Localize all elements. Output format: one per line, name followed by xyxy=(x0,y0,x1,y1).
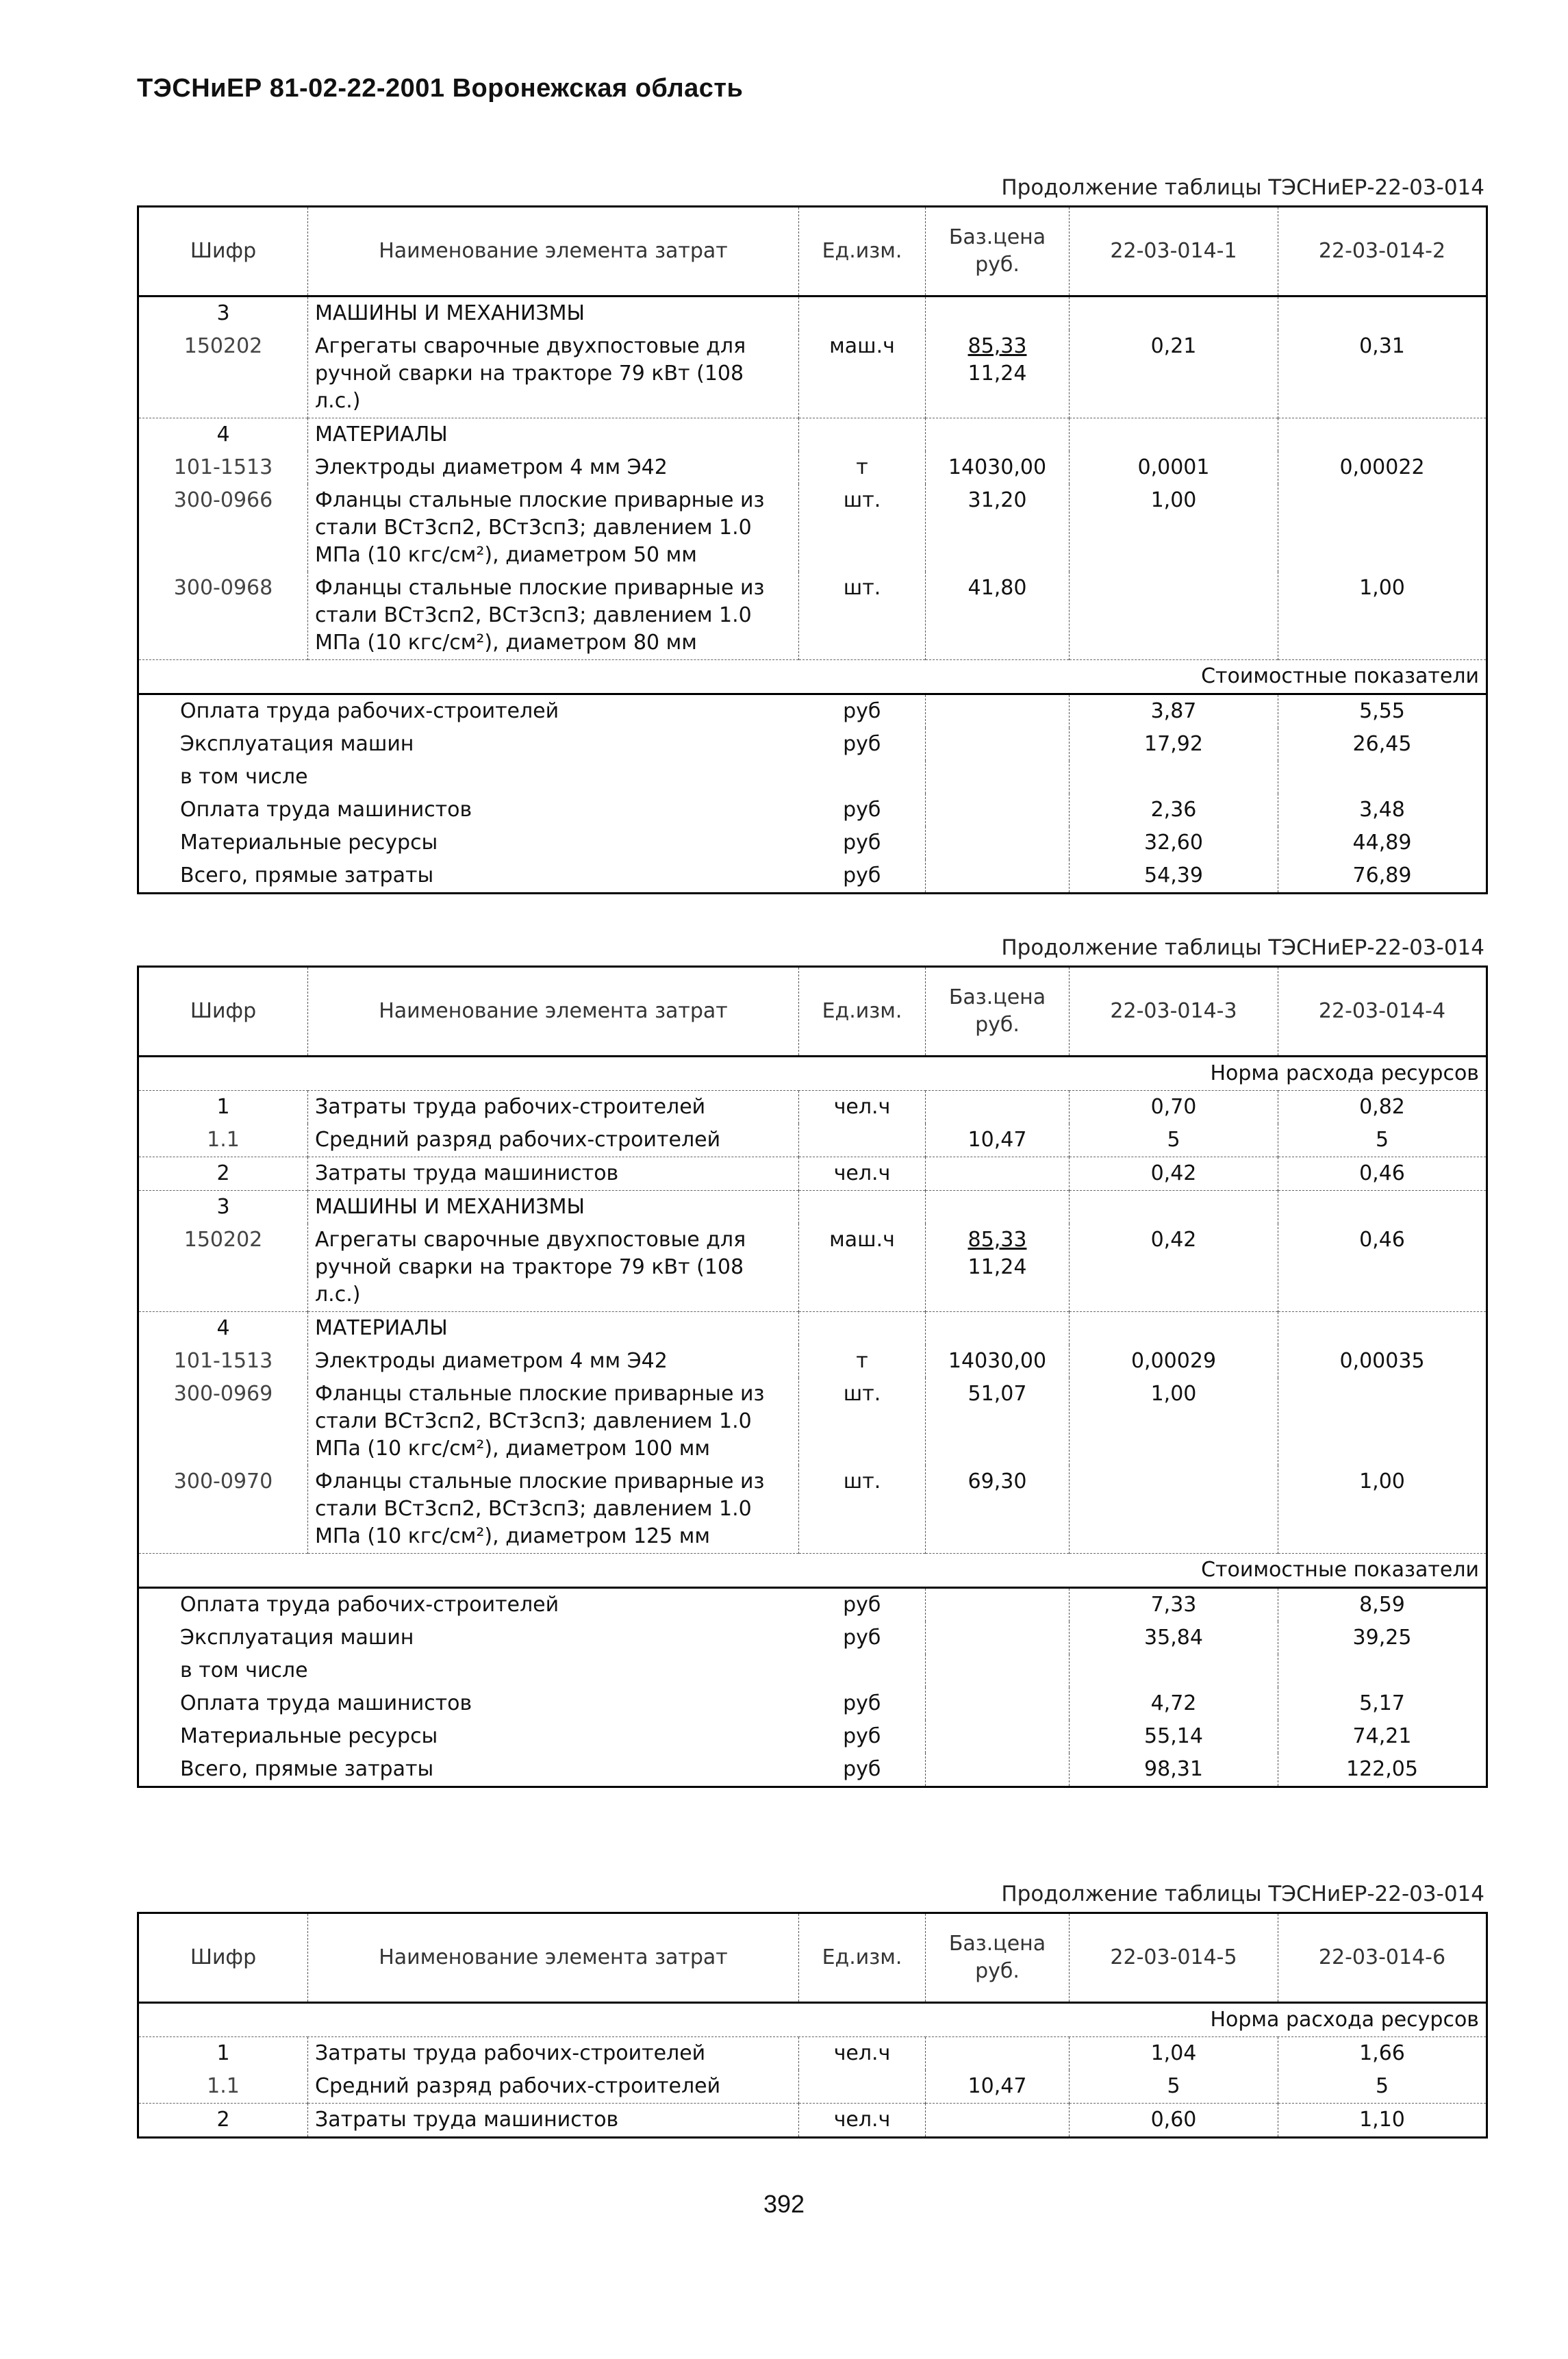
row-unit: чел.ч xyxy=(799,1157,926,1191)
summary-label: Оплата труда рабочих-строителей xyxy=(138,1588,799,1622)
row-unit xyxy=(799,1191,926,1224)
row-unit: чел.ч xyxy=(799,2104,926,2138)
category-row xyxy=(138,2003,1487,2037)
row-name: Фланцы стальные плоские приварные из стали ВСт3сп2, ВСт3сп3; давлением 1.0 МПа (10 кгс/см²), диаметром 100 мм xyxy=(308,1378,799,1465)
summary-value-1: 35,84 xyxy=(1070,1622,1278,1654)
column-header-code: Шифр xyxy=(138,1913,308,2003)
table-row xyxy=(138,451,1487,484)
row-price xyxy=(926,484,1070,572)
row-price xyxy=(926,2037,1070,2071)
row-name: Затраты труда машинистов xyxy=(308,2104,799,2138)
category-cell xyxy=(138,1057,1487,1091)
row-value-2 xyxy=(1278,484,1487,572)
summary-value-2: 44,89 xyxy=(1278,827,1487,859)
row-price-value: 85,33 xyxy=(968,1228,1027,1252)
column-header-unit: Ед.изм. xyxy=(799,967,926,1057)
row-value-1: 1,00 xyxy=(1070,484,1278,572)
table-row xyxy=(138,297,1487,331)
row-code: 150202 xyxy=(184,1228,263,1252)
summary-value-2: 8,59 xyxy=(1278,1588,1487,1622)
category-cell xyxy=(138,2003,1487,2037)
summary-unit: руб xyxy=(843,798,881,822)
row-unit: чел.ч xyxy=(799,2037,926,2071)
row-unit: шт. xyxy=(799,572,926,660)
row-price-value: 51,07 xyxy=(968,1382,1027,1406)
row-value-1 xyxy=(1070,1191,1278,1224)
column-header-price-line1: Баз.цена xyxy=(948,1932,1046,1956)
resource-table xyxy=(137,205,1488,894)
row-price-value: 10,47 xyxy=(968,2074,1027,2098)
row-unit: т xyxy=(799,451,926,484)
row-name: Фланцы стальные плоские приварные из стали ВСт3сп2, ВСт3сп3; давлением 1.0 МПа (10 кгс/см²), диаметром 80 мм xyxy=(308,572,799,660)
row-name: Средний разряд рабочих-строителей xyxy=(308,2070,799,2104)
row-name: Электроды диаметром 4 мм Э42 xyxy=(308,1345,799,1378)
row-code: 1.1 xyxy=(207,1128,240,1152)
row-code: 1 xyxy=(216,1095,230,1119)
row-name: МАШИНЫ И МЕХАНИЗМЫ xyxy=(308,297,799,331)
summary-label: Эксплуатация машин xyxy=(180,732,414,756)
summary-row xyxy=(138,794,1487,827)
category-row xyxy=(138,1554,1487,1588)
summary-value-1: 54,39 xyxy=(1070,859,1278,894)
row-value-2 xyxy=(1278,1312,1487,1346)
summary-value-2: 3,48 xyxy=(1278,794,1487,827)
row-value-2: 0,00022 xyxy=(1278,451,1487,484)
table-row xyxy=(138,1224,1487,1312)
cost-indicators-label: Стоимостные показатели xyxy=(1201,664,1479,688)
summary-unit: руб xyxy=(843,1724,881,1748)
row-value-2: 5 xyxy=(1278,1124,1487,1157)
row-price xyxy=(926,1345,1070,1378)
row-unit: маш.ч xyxy=(799,1224,926,1312)
table-row xyxy=(138,1465,1487,1554)
summary-value-1: 4,72 xyxy=(1070,1687,1278,1720)
table-row xyxy=(138,2037,1487,2071)
row-unit: чел.ч xyxy=(799,1091,926,1124)
row-value-1: 0,00029 xyxy=(1070,1345,1278,1378)
row-unit xyxy=(799,418,926,452)
row-value-2: 1,10 xyxy=(1278,2104,1487,2138)
summary-value-1 xyxy=(1070,1654,1278,1687)
row-code: 2 xyxy=(138,2104,308,2138)
column-header-norm-2: 22-03-014-4 xyxy=(1278,967,1487,1057)
row-price xyxy=(926,1378,1070,1465)
summary-unit: руб xyxy=(843,1757,881,1781)
table-row xyxy=(138,418,1487,452)
summary-value-2: 122,05 xyxy=(1278,1753,1487,1787)
summary-row xyxy=(138,859,1487,894)
row-value-1: 0,70 xyxy=(1070,1091,1278,1124)
row-unit xyxy=(799,1312,926,1346)
row-name: МАШИНЫ И МЕХАНИЗМЫ xyxy=(308,1191,799,1224)
row-name: Средний разряд рабочих-строителей xyxy=(308,1124,799,1157)
column-header-price-line1: Баз.цена xyxy=(948,985,1046,1009)
table-row xyxy=(138,1124,1487,1157)
summary-label: Оплата труда рабочих-строителей xyxy=(138,694,799,729)
summary-value-2: 5,17 xyxy=(1278,1687,1487,1720)
column-header-price-line2: руб. xyxy=(975,1013,1020,1037)
summary-value-2: 74,21 xyxy=(1278,1720,1487,1753)
row-value-2: 1,66 xyxy=(1278,2037,1487,2071)
summary-label: Оплата труда машинистов xyxy=(180,798,472,822)
row-unit xyxy=(799,2070,926,2104)
resource-norm-label: Норма расхода ресурсов xyxy=(1210,2008,1479,2032)
table-row xyxy=(138,2070,1487,2104)
row-value-2: 1,00 xyxy=(1278,1465,1487,1554)
summary-row xyxy=(138,1654,1487,1687)
column-header-unit: Ед.изм. xyxy=(799,1913,926,2003)
summary-empty xyxy=(926,728,1070,761)
row-value-1: 0,60 xyxy=(1070,2104,1278,2138)
row-value-2: 5 xyxy=(1278,2070,1487,2104)
table-continuation-caption: Продолжение таблицы ТЭСНиЕР-22-03-014 xyxy=(1001,1882,1484,1906)
summary-row xyxy=(138,694,1487,729)
table-row xyxy=(138,1157,1487,1191)
category-row xyxy=(138,1057,1487,1091)
table-row xyxy=(138,484,1487,572)
resource-table-block-2 xyxy=(137,930,1486,1788)
summary-unit: руб xyxy=(843,831,881,855)
column-header-price-line2: руб. xyxy=(975,253,1020,277)
resource-table xyxy=(137,966,1488,1788)
column-header-unit: Ед.изм. xyxy=(799,207,926,297)
row-price-secondary: 11,24 xyxy=(968,362,1027,386)
header-row xyxy=(138,1913,1487,2003)
row-code: 300-0970 xyxy=(173,1469,273,1493)
row-code: 150202 xyxy=(184,334,263,358)
summary-unit xyxy=(799,1654,926,1687)
row-name: МАТЕРИАЛЫ xyxy=(308,1312,799,1346)
row-value-1: 1,04 xyxy=(1070,2037,1278,2071)
row-value-2: 0,46 xyxy=(1278,1224,1487,1312)
column-header-code: Шифр xyxy=(138,207,308,297)
summary-value-2 xyxy=(1278,761,1487,794)
summary-value-2: 76,89 xyxy=(1278,859,1487,894)
row-price-value: 41,80 xyxy=(968,576,1027,600)
summary-label: в том числе xyxy=(180,765,308,789)
row-unit xyxy=(799,297,926,331)
table-row xyxy=(138,1091,1487,1124)
summary-row xyxy=(138,827,1487,859)
summary-unit: руб xyxy=(799,694,926,729)
row-price xyxy=(926,572,1070,660)
row-name: Фланцы стальные плоские приварные из стали ВСт3сп2, ВСт3сп3; давлением 1.0 МПа (10 кгс/см²), диаметром 50 мм xyxy=(308,484,799,572)
summary-value-1 xyxy=(1070,761,1278,794)
row-name: Фланцы стальные плоские приварные из стали ВСт3сп2, ВСт3сп3; давлением 1.0 МПа (10 кгс/см²), диаметром 125 мм xyxy=(308,1465,799,1554)
row-unit: шт. xyxy=(799,484,926,572)
summary-unit: руб xyxy=(843,732,881,756)
row-code: 101-1513 xyxy=(173,1349,273,1373)
summary-value-2: 39,25 xyxy=(1278,1622,1487,1654)
resource-table-block-1 xyxy=(137,170,1486,894)
column-header-code: Шифр xyxy=(138,967,308,1057)
summary-unit: руб xyxy=(843,863,881,887)
row-price-value: 85,33 xyxy=(968,334,1027,358)
row-code: 300-0966 xyxy=(173,488,273,512)
resource-table xyxy=(137,1912,1488,2139)
summary-empty xyxy=(926,1687,1070,1720)
table-row xyxy=(138,2104,1487,2138)
summary-empty xyxy=(926,794,1070,827)
table-row xyxy=(138,572,1487,660)
summary-label: Всего, прямые затраты xyxy=(180,863,434,887)
row-code: 2 xyxy=(138,1157,308,1191)
summary-label: Материальные ресурсы xyxy=(180,1724,438,1748)
summary-label: в том числе xyxy=(180,1658,308,1682)
column-header-norm-2: 22-03-014-2 xyxy=(1278,207,1487,297)
summary-value-2 xyxy=(1278,1654,1487,1687)
column-header-name: Наименование элемента затрат xyxy=(308,1913,799,2003)
row-price xyxy=(926,1191,1070,1224)
row-name: Затраты труда рабочих-строителей xyxy=(308,2037,799,2071)
document-header: ТЭСНиЕР 81-02-22-2001 Воронежская область xyxy=(137,74,744,103)
summary-value-1: 17,92 xyxy=(1070,728,1278,761)
summary-unit: руб xyxy=(843,1691,881,1715)
row-value-2 xyxy=(1278,1191,1487,1224)
summary-label: Оплата труда машинистов xyxy=(180,1691,472,1715)
row-value-1: 0,42 xyxy=(1070,1224,1278,1312)
header-row xyxy=(138,967,1487,1057)
row-price-value: 14030,00 xyxy=(948,1349,1047,1373)
row-value-1: 1,00 xyxy=(1070,1378,1278,1465)
summary-empty xyxy=(926,1720,1070,1753)
row-value-1 xyxy=(1070,1465,1278,1554)
row-price xyxy=(926,1224,1070,1312)
row-code: 1 xyxy=(216,2041,230,2065)
summary-row xyxy=(138,761,1487,794)
row-price xyxy=(926,1091,1070,1124)
row-code: 300-0969 xyxy=(173,1382,273,1406)
column-header-price xyxy=(926,967,1070,1057)
summary-row xyxy=(138,1720,1487,1753)
row-value-1: 0,0001 xyxy=(1070,451,1278,484)
summary-value-1: 2,36 xyxy=(1070,794,1278,827)
row-price-value: 14030,00 xyxy=(948,455,1047,479)
summary-empty xyxy=(926,761,1070,794)
summary-value-2: 5,55 xyxy=(1278,694,1487,729)
row-value-1: 0,42 xyxy=(1070,1157,1278,1191)
header-row xyxy=(138,207,1487,297)
summary-row xyxy=(138,1687,1487,1720)
row-name: Агрегаты сварочные двухпостовые для ручной сварки на тракторе 79 кВт (108 л.с.) xyxy=(308,330,799,418)
row-value-1 xyxy=(1070,572,1278,660)
summary-unit xyxy=(799,761,926,794)
category-cell xyxy=(138,1554,1487,1588)
row-unit: т xyxy=(799,1345,926,1378)
table-row xyxy=(138,330,1487,418)
summary-unit: руб xyxy=(843,1626,881,1650)
table-row xyxy=(138,1345,1487,1378)
row-name: МАТЕРИАЛЫ xyxy=(308,418,799,452)
summary-empty xyxy=(926,1654,1070,1687)
row-code: 101-1513 xyxy=(173,455,273,479)
row-name: Затраты труда машинистов xyxy=(308,1157,799,1191)
page-number: 392 xyxy=(763,2190,805,2218)
summary-row xyxy=(138,1753,1487,1787)
table-continuation-caption: Продолжение таблицы ТЭСНиЕР-22-03-014 xyxy=(1001,935,1484,960)
row-value-2 xyxy=(1278,1378,1487,1465)
summary-empty xyxy=(926,859,1070,894)
row-unit: шт. xyxy=(799,1378,926,1465)
row-value-1 xyxy=(1070,1312,1278,1346)
summary-label: Материальные ресурсы xyxy=(180,831,438,855)
summary-empty xyxy=(926,1753,1070,1787)
row-value-2: 0,82 xyxy=(1278,1091,1487,1124)
row-name: Затраты труда рабочих-строителей xyxy=(308,1091,799,1124)
row-value-1: 5 xyxy=(1070,1124,1278,1157)
row-value-2 xyxy=(1278,418,1487,452)
row-value-1: 0,21 xyxy=(1070,330,1278,418)
row-value-1 xyxy=(1070,297,1278,331)
category-cell xyxy=(138,660,1487,694)
row-price xyxy=(926,1157,1070,1191)
resource-norm-label: Норма расхода ресурсов xyxy=(1210,1061,1479,1085)
table-continuation-caption: Продолжение таблицы ТЭСНиЕР-22-03-014 xyxy=(1001,175,1484,200)
row-code: 1.1 xyxy=(207,2074,240,2098)
summary-row xyxy=(138,1588,1487,1622)
column-header-name: Наименование элемента затрат xyxy=(308,207,799,297)
row-price-value: 10,47 xyxy=(968,1128,1027,1152)
row-unit xyxy=(799,1124,926,1157)
summary-empty xyxy=(926,1588,1070,1622)
column-header-name: Наименование элемента затрат xyxy=(308,967,799,1057)
table-row xyxy=(138,1312,1487,1346)
column-header-norm-1: 22-03-014-3 xyxy=(1070,967,1278,1057)
category-row xyxy=(138,660,1487,694)
row-code: 4 xyxy=(138,1312,308,1346)
summary-empty xyxy=(926,827,1070,859)
resource-table-block-3 xyxy=(137,1876,1486,2139)
table-row xyxy=(138,1191,1487,1224)
summary-label: Эксплуатация машин xyxy=(180,1626,414,1650)
row-price xyxy=(926,1312,1070,1346)
row-price xyxy=(926,451,1070,484)
row-price-value: 69,30 xyxy=(968,1469,1027,1493)
summary-value-1: 7,33 xyxy=(1070,1588,1278,1622)
row-value-1: 5 xyxy=(1070,2070,1278,2104)
row-price xyxy=(926,2070,1070,2104)
row-price xyxy=(926,1465,1070,1554)
summary-label: Всего, прямые затраты xyxy=(180,1757,434,1781)
summary-row xyxy=(138,1622,1487,1654)
row-name: Электроды диаметром 4 мм Э42 xyxy=(308,451,799,484)
row-price xyxy=(926,2104,1070,2138)
row-value-2: 0,31 xyxy=(1278,330,1487,418)
row-price xyxy=(926,330,1070,418)
column-header-price xyxy=(926,207,1070,297)
summary-value-2: 26,45 xyxy=(1278,728,1487,761)
summary-empty xyxy=(926,694,1070,729)
row-unit: маш.ч xyxy=(799,330,926,418)
row-price xyxy=(926,1124,1070,1157)
row-value-2: 1,00 xyxy=(1278,572,1487,660)
summary-value-1: 32,60 xyxy=(1070,827,1278,859)
summary-unit: руб xyxy=(799,1588,926,1622)
row-price-value: 31,20 xyxy=(968,488,1027,512)
column-header-norm-1: 22-03-014-5 xyxy=(1070,1913,1278,2003)
row-price-secondary: 11,24 xyxy=(968,1255,1027,1279)
column-header-price-line2: руб. xyxy=(975,1959,1020,1983)
row-name: Агрегаты сварочные двухпостовые для ручной сварки на тракторе 79 кВт (108 л.с.) xyxy=(308,1224,799,1312)
row-code: 300-0968 xyxy=(173,576,273,600)
row-code: 3 xyxy=(216,301,230,325)
column-header-norm-1: 22-03-014-1 xyxy=(1070,207,1278,297)
row-value-2: 0,46 xyxy=(1278,1157,1487,1191)
row-unit: шт. xyxy=(799,1465,926,1554)
summary-value-1: 3,87 xyxy=(1070,694,1278,729)
table-row xyxy=(138,1378,1487,1465)
column-header-price-line1: Баз.цена xyxy=(948,225,1046,249)
summary-value-1: 98,31 xyxy=(1070,1753,1278,1787)
row-code: 4 xyxy=(138,418,308,452)
row-value-1 xyxy=(1070,418,1278,452)
column-header-norm-2: 22-03-014-6 xyxy=(1278,1913,1487,2003)
column-header-price xyxy=(926,1913,1070,2003)
summary-row xyxy=(138,728,1487,761)
cost-indicators-label: Стоимостные показатели xyxy=(1201,1558,1479,1582)
row-value-2: 0,00035 xyxy=(1278,1345,1487,1378)
row-value-2 xyxy=(1278,297,1487,331)
summary-value-1: 55,14 xyxy=(1070,1720,1278,1753)
row-price xyxy=(926,418,1070,452)
row-code: 3 xyxy=(138,1191,308,1224)
summary-empty xyxy=(926,1622,1070,1654)
row-price xyxy=(926,297,1070,331)
